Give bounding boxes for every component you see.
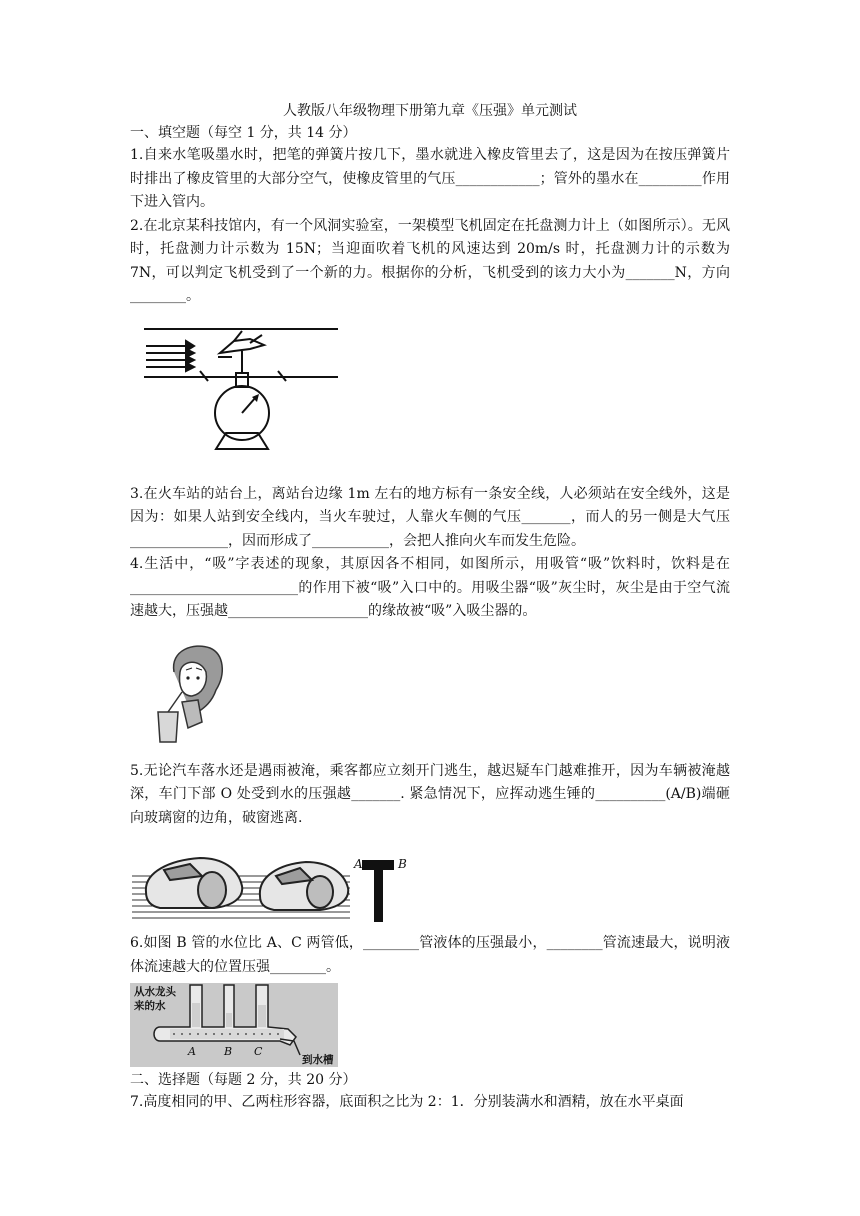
question-1: 1.自来水笔吸墨水时，把笔的弹簧片按几下，墨水就进入橡皮管里去了，这是因为在按压弹簧片时排出了橡皮管里的大部分空气，使橡皮管里的气压____________；管外的墨水在_________作用下进入管内。: [130, 147, 730, 210]
flooded-cars-figure: [130, 846, 730, 924]
pipe-label-a: A: [188, 1045, 196, 1058]
wind-tunnel-figure: [138, 321, 730, 461]
venturi-pipe-figure: [130, 983, 730, 1067]
question-7: 7.高度相同的甲、乙两柱形容器，底面积之比为 2：1．分别装满水和酒精，放在水平桌面: [130, 1094, 684, 1110]
faucet-label-line1: 从水龙头: [134, 986, 176, 998]
document-page: [130, 100, 730, 1115]
faucet-label-line2: 来的水: [134, 1000, 166, 1012]
pipe-label-b: B: [224, 1045, 233, 1058]
question-2: 2.在北京某科技馆内，有一个风洞实验室，一架模型飞机固定在托盘测力计上（如图所示）。无风时，托盘测力计示数为 15N；当迎面吹着飞机的风速达到 20m/s 时，托盘测力计的示数为 7N，可以判定飞机受到了一个新的力。根据你的分析，飞机受到的该力大小为_______N，方向________。: [130, 217, 730, 304]
sink-label: 到水槽: [302, 1054, 334, 1066]
section-fill-blank-heading: 一、填空题（每空 1 分，共 14 分）: [130, 125, 357, 141]
section-multiple-choice-heading: 二、选择题（每题 2 分，共 20 分）: [130, 1072, 357, 1088]
question-6: 6.如图 B 管的水位比 A、C 两管低，________管液体的压强最小，________管流速最大，说明液体流速越大的位置压强________。: [130, 935, 730, 975]
question-3: 3.在火车站的站台上，离站台边缘 1m 左右的地方标有一条安全线，人必须站在安全线外，这是因为：如果人站到安全线内，当火车驶过，人靠火车侧的气压_______，而人的另一侧是大气压______________，因而形成了___________，会把人推向火车而发生危险。: [130, 485, 730, 549]
question-5: 5.无论汽车落水还是遇雨被淹，乘客都应立刻开门逃生，越迟疑车门越难推开，因为车辆被淹越深，车门下部 O 处受到水的压强越_______. 紧急情况下，应挥动逃生锤的__________(A/B)端砸向玻璃窗的边角，破窗逃离.: [130, 762, 730, 826]
question-4: 4.生活中，“吸”字表述的现象，其原因各不相同，如图所示，用吸管“吸”饮料时，饮料是在________________________的作用下被“吸”入口中的。用吸尘器“吸”灰尘时，灰尘是由于空气流速越大，压强越____________________的缘故被“吸”入吸尘器的。: [130, 556, 730, 619]
hammer-label-b: B: [398, 857, 407, 871]
document-title: 人教版八年级物理下册第九章《压强》单元测试: [283, 103, 577, 119]
child-drinking-figure: [142, 642, 730, 746]
pipe-label-c: C: [254, 1045, 263, 1058]
hammer-label-a: A: [354, 857, 363, 871]
